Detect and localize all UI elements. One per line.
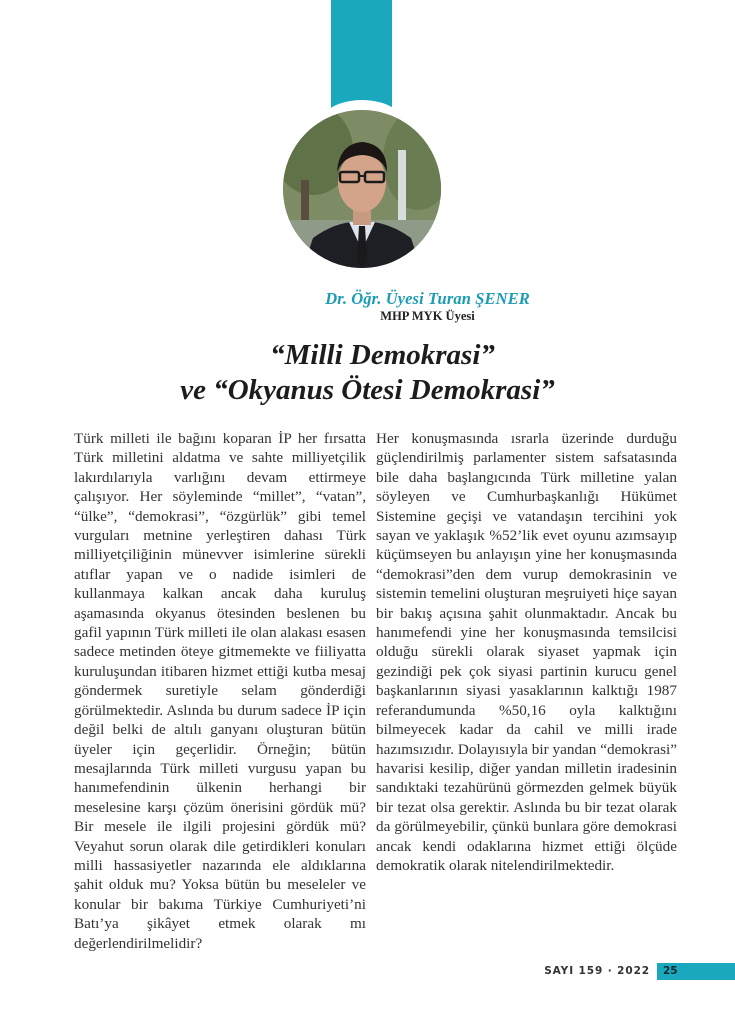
author-name: Dr. Öğr. Üyesi Turan ŞENER: [325, 289, 530, 308]
page-number: 25: [663, 965, 678, 977]
article-title: [0, 338, 735, 408]
author-block: [0, 289, 735, 324]
header-accent-bar: [331, 0, 392, 108]
title-line-1: “Milli Demokrasi”: [270, 339, 495, 371]
page-footer: [0, 963, 735, 983]
article-column-left: Türk milleti ile bağını koparan İP her fırsatta Türk milletini aldatma ve sahte milliyetçilik lakırdılarıyla varlığını devam ettirmeye çalışıyor. Her söyleminde “millet”, “vatan”, “ülke”, “demokrasi”, “özgürlük” gibi temel vurguları metnine yerleştiren dahası Türk milliyetçiliğinin münevver isimlerine sürekli atıflar yapan ve o nadide isimleri de kullanmaya kalkan ancak daha kuruluş aşamasında okyanus ötesinden beslenen bu gafil yapının Türk milleti ile olan alakası esasen sadece metinden öteye gitmemekte ve fiiliyatta kuruluşundan itibaren hizmet ettiği kutba mesaj göndermek suretiyle selam gönderdiği görülmektedir. Aslında bu durum sadece İP için değil belki de altılı ganyanı oluşturan bütün üyeler için geçerlidir. Örneğin; bütün mesajlarında Türk milleti vurgusu yapan bu hanımefendinin ülkenin herhangi bir meselesine karşı çözüm önerisini gördük mü? Bir mesele ile ilgili projesini gördük mü? Veyahut sorun olarak dile getirdikleri konuları milli hassasiyetler nazarında ele aldıklarına şahit olduk mu? Yoksa bütün bu meseleler ve konular bir bakıma Türkiye Cumhuriyeti’ni Batı’ya şikâyet etmek olarak mı değerlendirilmelidir?: [74, 430, 366, 952]
issue-label: SAYI 159 · 2022: [544, 965, 650, 977]
article-column-right: Her konuşmasında ısrarla üzerinde durduğu güçlendirilmiş parlamenter sistem safsatasında bile daha başlangıcında Türk milletine yalan söyleyen ve Cumhurbaşkanlığı Hükümet Sistemine geçişi ve vatandaşın tercihini yok sayan ve yaklaşık %52’lik evet oyunu azımsayıp küçümseyen bu anlayışın yine her konuşmasında “demokrasi”den dem vurup demokrasinin ve sistemin temelini oluşturan meşruiyeti hiçe sayan bir bakış açısına şahit olunmaktadır. Ancak bu hanımefendi yine her konuşmasında temsilcisi olduğu sürekli olarak siyaset yapmak için gezindiği pek çok siyasi partinin kurucu genel başkanlarının siyasi yasaklarının kalktığı 1987 referandumunda %50,16 oyla kalktığını bilmeyecek kadar da cahil ve milli irade hazımsızıdır. Dolayısıyla bir yandan “demokrasi” havarisi kesilip, diğer yandan milletin iradesinin sandıktaki tezahürünü görmezden gelmek büyük bir tezat olsa gerektir. Aslında bu bir tezat olarak da görülmeyebilir, çünkü bunlara göre demokrasi ancak kendi odaklarına hizmet ettiği ölçüde demokratik olarak nitelendirilmektedir.: [376, 430, 677, 874]
author-role: MHP MYK Üyesi: [380, 309, 475, 323]
page-number-box: [657, 963, 735, 980]
author-portrait: [283, 110, 441, 268]
title-line-2: ve “Okyanus Ötesi Demokrasi”: [180, 374, 555, 406]
portrait-image: [283, 110, 441, 268]
